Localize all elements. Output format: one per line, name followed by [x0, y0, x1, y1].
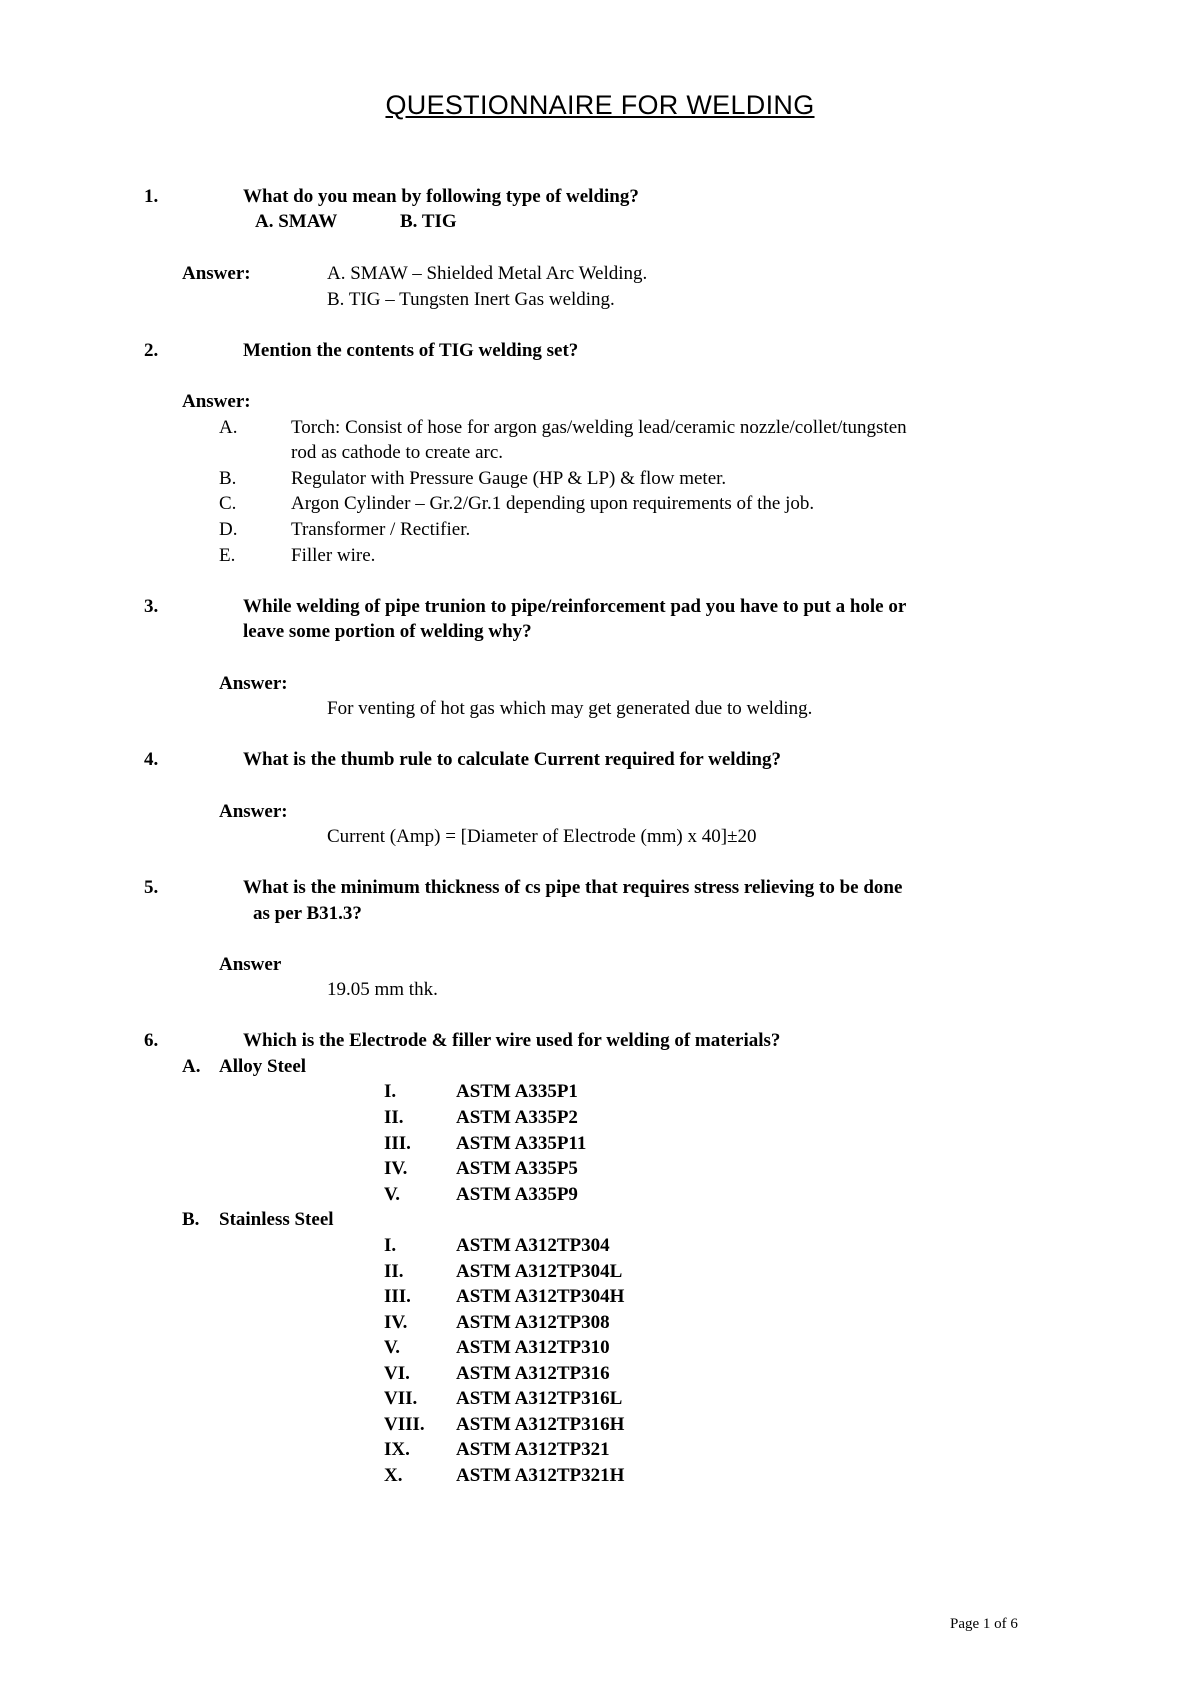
q6-b-roman: IX.: [384, 1439, 410, 1460]
q6-group-b-label: B.: [182, 1209, 200, 1230]
q6-a-material: ASTM A335P1: [456, 1081, 578, 1102]
q6-group-a-name: Alloy Steel: [219, 1056, 307, 1077]
q6-a-material: ASTM A335P5: [456, 1158, 578, 1179]
q2-item-letter: C.: [219, 493, 237, 514]
q6-b-material: ASTM A312TP321: [456, 1439, 610, 1460]
q6-number: 6.: [144, 1030, 159, 1051]
q3-answer-label: Answer:: [219, 673, 288, 694]
q1-option-a: A. SMAW: [255, 211, 338, 232]
q5-answer: 19.05 mm thk.: [327, 979, 438, 1000]
q2-item-text: Regulator with Pressure Gauge (HP & LP) & flow meter.: [291, 468, 727, 489]
q5-number: 5.: [144, 877, 159, 898]
q6-b-material: ASTM A312TP304: [456, 1235, 610, 1256]
q6-b-roman: II.: [384, 1261, 404, 1282]
q5-question-line: What is the minimum thickness of cs pipe that requires stress relieving to be done: [243, 877, 903, 898]
q6-b-roman: X.: [384, 1465, 403, 1486]
q5-answer-label: Answer: [219, 954, 282, 975]
q6-group-b-name: Stainless Steel: [219, 1209, 334, 1230]
q1-answer-label: Answer:: [182, 263, 251, 284]
q4-question: What is the thumb rule to calculate Current required for welding?: [243, 749, 781, 770]
q2-item-text: Argon Cylinder – Gr.2/Gr.1 depending upon requirements of the job.: [291, 493, 815, 514]
q2-item-text: Torch: Consist of hose for argon gas/welding lead/ceramic nozzle/collet/tungsten: [291, 417, 907, 438]
q5-question-line: as per B31.3?: [253, 903, 362, 924]
q1-number: 1.: [144, 186, 159, 207]
q6-group-a-label: A.: [182, 1056, 201, 1077]
q3-question-line: While welding of pipe trunion to pipe/reinforcement pad you have to put a hole or: [243, 596, 907, 617]
q6-b-material: ASTM A312TP316L: [456, 1388, 623, 1409]
q6-question: Which is the Electrode & filler wire used for welding of materials?: [243, 1030, 781, 1051]
q6-b-material: ASTM A312TP310: [456, 1337, 610, 1358]
q2-item-letter: B.: [219, 468, 237, 489]
q1-question: What do you mean by following type of welding?: [243, 186, 639, 207]
q4-number: 4.: [144, 749, 159, 770]
q2-item-letter: D.: [219, 519, 238, 540]
q6-a-roman: V.: [384, 1184, 401, 1205]
q6-a-material: ASTM A335P2: [456, 1107, 578, 1128]
q6-b-roman: I.: [384, 1235, 397, 1256]
q3-question-line: leave some portion of welding why?: [243, 621, 532, 642]
q6-b-roman: VIII.: [384, 1414, 425, 1435]
q2-number: 2.: [144, 340, 159, 361]
q3-answer: For venting of hot gas which may get generated due to welding.: [327, 698, 813, 719]
q6-b-material: ASTM A312TP316: [456, 1363, 610, 1384]
q1-answer-line: B. TIG – Tungsten Inert Gas welding.: [327, 289, 615, 310]
q6-a-material: ASTM A335P11: [456, 1133, 587, 1154]
q4-answer-label: Answer:: [219, 801, 288, 822]
q6-b-roman: VII.: [384, 1388, 418, 1409]
page-number: Page 1 of 6: [950, 1616, 1018, 1632]
q1-option-b: B. TIG: [400, 211, 457, 232]
q6-b-material: ASTM A312TP308: [456, 1312, 610, 1333]
q6-b-material: ASTM A312TP316H: [456, 1414, 625, 1435]
q2-item-letter: A.: [219, 417, 238, 438]
q6-b-material: ASTM A312TP321H: [456, 1465, 625, 1486]
q2-question: Mention the contents of TIG welding set?: [243, 340, 579, 361]
q2-item-letter: E.: [219, 545, 236, 566]
q2-answer-label: Answer:: [182, 391, 251, 412]
q2-item-text-continued: rod as cathode to create arc.: [291, 442, 504, 463]
q6-a-roman: I.: [384, 1081, 397, 1102]
q6-b-material: ASTM A312TP304L: [456, 1261, 623, 1282]
q4-answer: Current (Amp) = [Diameter of Electrode (mm) x 40]±20: [327, 826, 757, 847]
q6-a-roman: III.: [384, 1133, 411, 1154]
q6-a-roman: IV.: [384, 1158, 408, 1179]
q2-item-text: Filler wire.: [291, 545, 376, 566]
q2-item-text: Transformer / Rectifier.: [291, 519, 471, 540]
q6-b-material: ASTM A312TP304H: [456, 1286, 625, 1307]
q6-a-material: ASTM A335P9: [456, 1184, 578, 1205]
q6-b-roman: VI.: [384, 1363, 410, 1384]
q6-b-roman: V.: [384, 1337, 401, 1358]
q3-number: 3.: [144, 596, 159, 617]
q6-a-roman: II.: [384, 1107, 404, 1128]
q1-answer-line: A. SMAW – Shielded Metal Arc Welding.: [327, 263, 648, 284]
q6-b-roman: III.: [384, 1286, 411, 1307]
q6-b-roman: IV.: [384, 1312, 408, 1333]
page-title: QUESTIONNAIRE FOR WELDING: [385, 90, 815, 120]
